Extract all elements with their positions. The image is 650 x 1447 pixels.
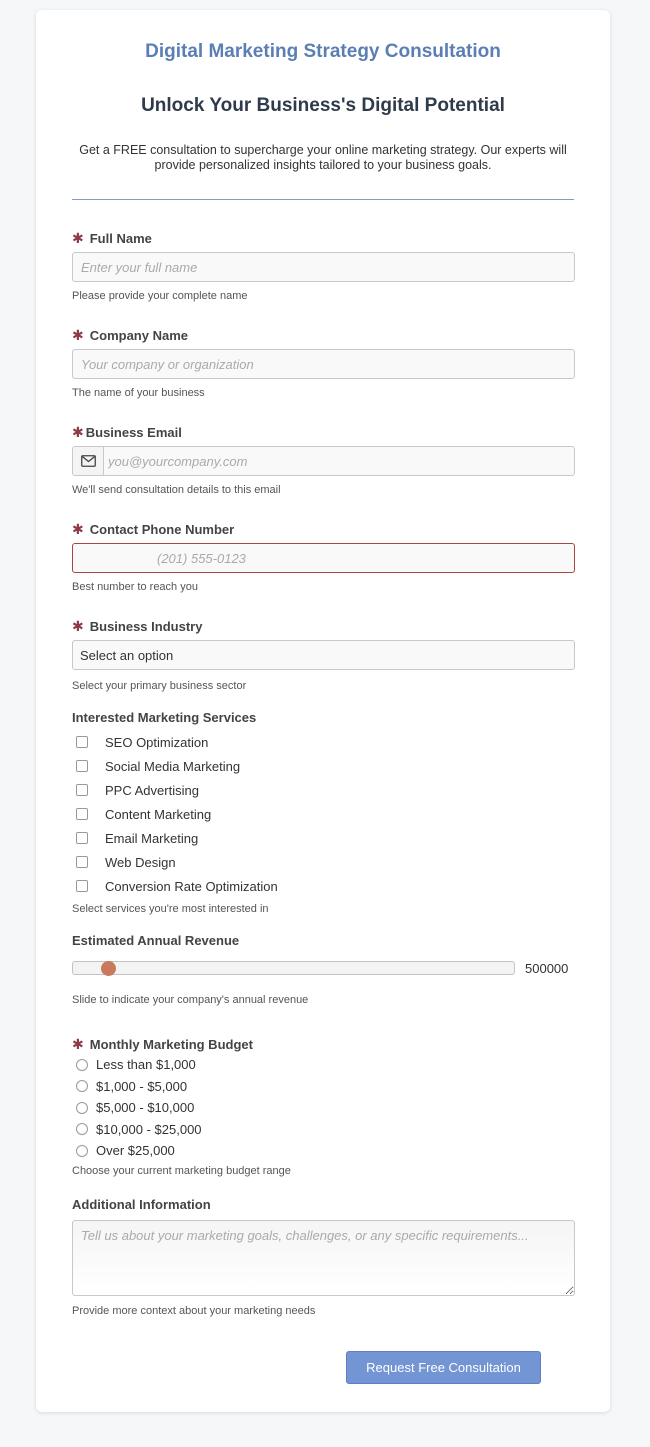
budget-option[interactable]	[72, 1054, 575, 1076]
service-option[interactable]	[72, 730, 575, 754]
additional-info-help: Provide more context about your marketing needs	[72, 1304, 316, 1317]
phone-input[interactable]	[72, 543, 575, 573]
phone-group	[72, 521, 575, 595]
budget-option-label: $5,000 - $10,000	[96, 1100, 195, 1116]
industry-label-text: Business Industry	[89, 618, 203, 634]
industry-group	[72, 618, 575, 694]
services-help: Select services you're most interested in	[72, 903, 269, 915]
budget-option[interactable]	[72, 1097, 575, 1119]
revenue-value: 500000	[525, 960, 569, 976]
budget-option-label: Over $25,000	[96, 1143, 175, 1159]
service-checkbox[interactable]	[76, 760, 88, 772]
service-option[interactable]	[72, 802, 575, 826]
form-intro: Get a FREE consultation to supercharge your online marketing strategy. Our experts will provide personalized insights tailored to your business goals.	[79, 143, 567, 172]
revenue-help: Slide to indicate your company's annual revenue	[72, 994, 309, 1006]
full-name-input[interactable]	[72, 252, 575, 282]
required-asterisk-icon: ✱	[72, 520, 84, 537]
budget-options	[72, 1054, 575, 1162]
budget-radio[interactable]	[76, 1123, 88, 1135]
company-name-input[interactable]	[72, 349, 575, 379]
business-email-group	[72, 424, 575, 498]
required-asterisk-icon: ✱	[72, 229, 84, 246]
budget-radio[interactable]	[76, 1145, 88, 1157]
required-asterisk-icon: ✱	[72, 617, 84, 634]
service-checkbox[interactable]	[76, 880, 88, 892]
form-title: Digital Marketing Strategy Consultation	[145, 41, 501, 62]
business-email-help: We'll send consultation details to this email	[72, 484, 281, 496]
service-option-label: Email Marketing	[105, 830, 199, 846]
service-option[interactable]	[72, 826, 575, 850]
budget-label-text: Monthly Marketing Budget	[89, 1036, 253, 1052]
additional-info-label: Additional Information	[72, 1196, 211, 1212]
business-email-label	[72, 424, 575, 440]
budget-radio[interactable]	[76, 1102, 88, 1114]
service-option-label: SEO Optimization	[105, 734, 209, 750]
budget-label	[72, 1036, 575, 1052]
phone-label-text: Contact Phone Number	[89, 521, 235, 537]
form-headline: Unlock Your Business's Digital Potential	[141, 95, 505, 116]
header-divider	[72, 199, 574, 200]
industry-selected-value: Select an option	[80, 647, 174, 663]
service-option[interactable]	[72, 778, 575, 802]
budget-option-label: $10,000 - $25,000	[96, 1121, 202, 1137]
required-asterisk-icon: ✱	[72, 326, 84, 343]
consultation-form-card	[36, 10, 610, 1412]
business-email-input[interactable]	[104, 447, 574, 475]
revenue-group	[72, 933, 575, 1008]
service-option-label: Social Media Marketing	[105, 758, 241, 774]
service-option-label: Web Design	[105, 854, 176, 870]
industry-label	[72, 618, 575, 634]
submit-button[interactable]: Request Free Consultation	[346, 1351, 541, 1384]
full-name-group	[72, 230, 575, 304]
company-name-label-text: Company Name	[89, 327, 188, 343]
services-list	[72, 730, 575, 898]
company-name-group	[72, 327, 575, 401]
full-name-label	[72, 230, 575, 246]
budget-group	[72, 1036, 575, 1179]
business-email-label-text: Business Email	[85, 424, 182, 440]
budget-option[interactable]	[72, 1140, 575, 1162]
required-asterisk-icon: ✱	[72, 423, 84, 440]
budget-option-label: $1,000 - $5,000	[96, 1078, 188, 1094]
service-option[interactable]	[72, 754, 575, 778]
revenue-label: Estimated Annual Revenue	[72, 933, 240, 948]
revenue-slider[interactable]	[72, 961, 515, 975]
service-option[interactable]	[72, 850, 575, 874]
revenue-slider-row	[72, 958, 575, 978]
service-checkbox[interactable]	[76, 832, 88, 844]
additional-info-group	[72, 1197, 575, 1319]
phone-label	[72, 521, 575, 537]
required-asterisk-icon: ✱	[72, 1035, 84, 1052]
budget-option-label: Less than $1,000	[96, 1057, 196, 1073]
industry-help: Select your primary business sector	[72, 680, 247, 692]
company-name-label	[72, 327, 575, 343]
service-checkbox[interactable]	[76, 784, 88, 796]
budget-option[interactable]	[72, 1076, 575, 1098]
full-name-label-text: Full Name	[89, 230, 152, 246]
envelope-icon	[73, 447, 104, 475]
form-fields	[36, 230, 610, 1384]
industry-select[interactable]	[72, 640, 575, 670]
budget-option[interactable]	[72, 1119, 575, 1141]
budget-radio[interactable]	[76, 1059, 88, 1071]
budget-help: Choose your current marketing budget range	[72, 1164, 291, 1177]
phone-help: Best number to reach you	[72, 581, 198, 593]
service-checkbox[interactable]	[76, 808, 88, 820]
services-label: Interested Marketing Services	[72, 710, 257, 725]
business-email-field	[72, 446, 575, 476]
company-name-help: The name of your business	[72, 387, 205, 399]
service-option-label: PPC Advertising	[105, 782, 199, 798]
service-option-label: Conversion Rate Optimization	[105, 878, 278, 894]
budget-radio[interactable]	[76, 1080, 88, 1092]
service-option[interactable]	[72, 874, 575, 898]
service-checkbox[interactable]	[76, 856, 88, 868]
service-option-label: Content Marketing	[105, 806, 212, 822]
full-name-help: Please provide your complete name	[72, 290, 248, 302]
service-checkbox[interactable]	[76, 736, 88, 748]
revenue-slider-thumb[interactable]	[101, 961, 116, 976]
services-group	[72, 710, 575, 917]
additional-info-textarea[interactable]	[72, 1220, 575, 1296]
